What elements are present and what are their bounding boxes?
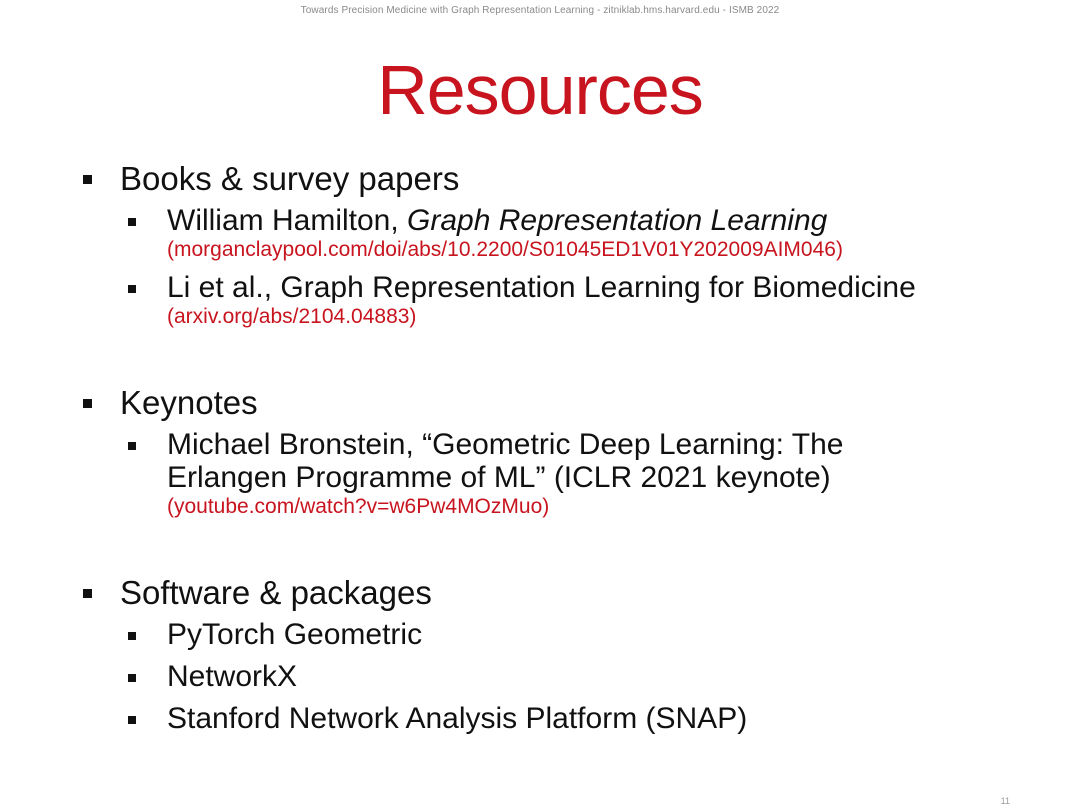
square-bullet-icon <box>83 399 92 408</box>
resource-link[interactable]: (youtube.com/watch?v=w6Pw4MOzMuo) <box>167 494 550 518</box>
square-bullet-icon <box>128 674 136 682</box>
item-text <box>167 204 1060 237</box>
square-bullet-icon <box>128 285 136 293</box>
item-text: Stanford Network Analysis Platform (SNAP) <box>167 701 748 735</box>
square-bullet-icon <box>128 442 136 450</box>
item-text: NetworkX <box>167 659 298 693</box>
list-item <box>80 660 1060 693</box>
item-book-title: Graph Representation Learning <box>407 203 828 237</box>
item-text: PyTorch Geometric <box>167 617 423 651</box>
list-item <box>80 204 1060 263</box>
square-bullet-icon <box>83 175 92 184</box>
header-note: Towards Precision Medicine with Graph Representation Learning - zitniklab.hms.harvard.edu - ISMB 2022 <box>300 5 780 16</box>
square-bullet-icon <box>128 632 136 640</box>
page-number: 11 <box>1000 796 1010 806</box>
list-item <box>80 428 947 520</box>
list-item <box>80 618 1060 651</box>
square-bullet-icon <box>128 716 136 724</box>
square-bullet-icon <box>128 218 136 226</box>
item-text: Michael Bronstein, “Geometric Deep Learning: The Erlangen Programme of ML” (ICLR 2021 keynote) <box>167 427 844 494</box>
section-heading-text: Software & packages <box>120 574 432 611</box>
square-bullet-icon <box>83 589 92 598</box>
section-heading-text: Keynotes <box>120 384 258 421</box>
section-books <box>80 160 1060 330</box>
section-keynotes <box>80 384 1060 520</box>
resource-link[interactable]: (morganclaypool.com/doi/abs/10.2200/S01045ED1V01Y202009AIM046) <box>167 237 843 261</box>
section-heading <box>80 160 1060 198</box>
item-text: Li et al., Graph Representation Learning for Biomedicine <box>167 271 916 305</box>
slide-title: Resources <box>377 51 703 129</box>
section-heading <box>80 574 1060 612</box>
section-heading-text: Books & survey papers <box>120 160 460 197</box>
list-item <box>80 271 1060 330</box>
section-software <box>80 574 1060 735</box>
item-author: William Hamilton, <box>167 203 408 237</box>
section-heading <box>80 384 1060 422</box>
list-item <box>80 702 1060 735</box>
resource-link[interactable]: (arxiv.org/abs/2104.04883) <box>167 305 417 329</box>
